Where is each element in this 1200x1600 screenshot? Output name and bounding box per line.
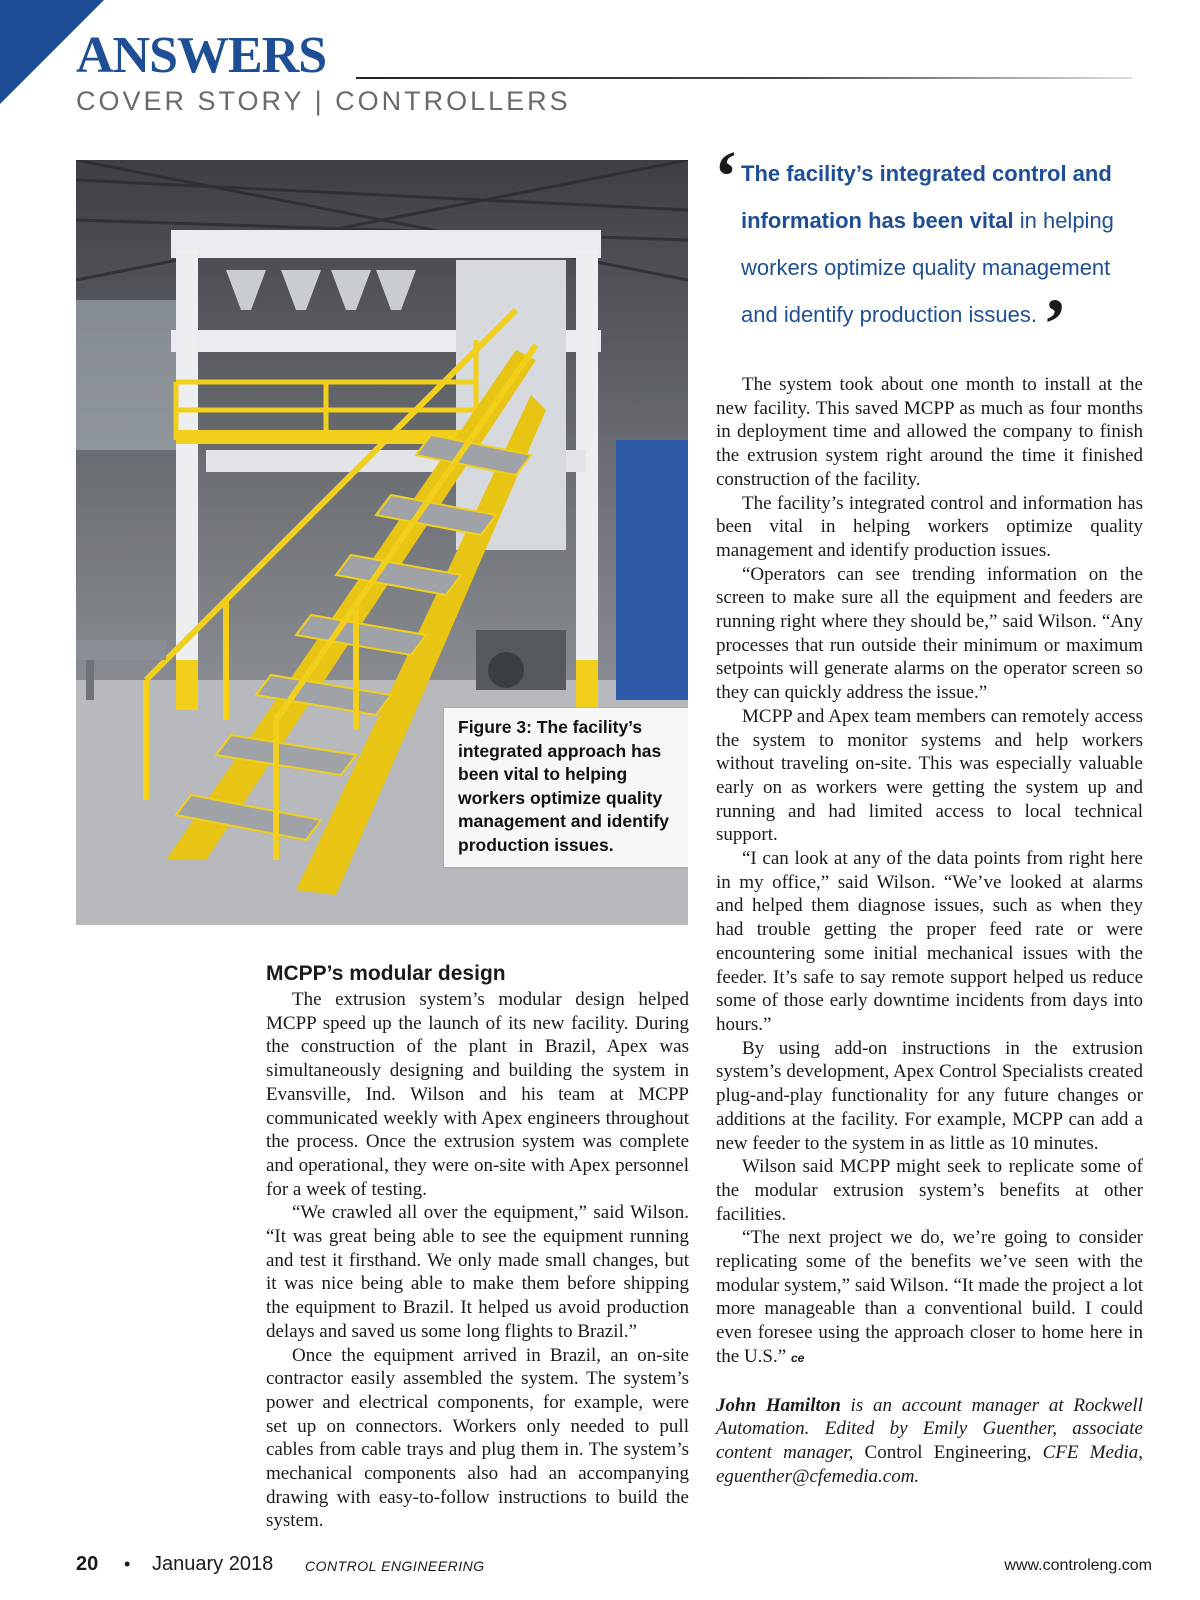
body-paragraph: The system took about one month to install at the new facility. This saved MCPP as much as four months in deployment time and allowed the company to finish the extrusion system right around the time it finished construction of the facility.	[716, 374, 1143, 490]
section-brand: ANSWERS	[76, 27, 327, 84]
body-paragraph: The extrusion system’s modular design helped MCPP speed up the launch of its new facility. During the construction of the plant in Brazil, Apex was simultaneously designing and building the system in Evansville, Ind. Wilson and his team at MCPP communicated weekly with Apex engineers throughout the process. Once the extrusion system was complete and operational, they were on-site with Apex personnel for a week of testing.	[266, 989, 689, 1200]
pull-quote: ‘ The facility’s integrated control and information has been vital in helping workers optimize quality management and identify production issues.’	[714, 136, 1114, 364]
body-paragraph: MCPP and Apex team members can remotely access the system to monitor systems and help workers without traveling on-site. This was especially valuable early on as workers were getting the system up and running and had limited access to local technical support.	[716, 705, 1143, 846]
body-paragraph-last	[716, 1226, 1143, 1370]
author-bio	[716, 1394, 1143, 1489]
bio-text-1: is an account manager at Rockwell Automation. Edited by Emily Guenther, associate content manager,	[716, 1394, 1143, 1463]
right-column	[716, 373, 1143, 1488]
page-number: 20	[76, 1553, 99, 1575]
section-label: COVER STORY | CONTROLLERS	[76, 86, 571, 116]
footer-bullet: •	[124, 1554, 131, 1574]
body-paragraph: By using add-on instructions in the extrusion system’s development, Apex Control Specialists created plug-and-play functionality for any future changes or additions at the facility. For example, MCPP can add a new feeder to the system in as little as 10 minutes.	[716, 1037, 1143, 1154]
section-heading: MCPP’s modular design	[266, 962, 506, 985]
end-mark: ce	[790, 1350, 805, 1365]
website-url[interactable]: www.controleng.com	[1004, 1557, 1152, 1574]
body-paragraph: “I can look at any of the data points from right here in my office,” said Wilson. “We’ve looked at alarms and helped them diagnose issues, such as when they had trouble getting the proper feed rate or were encountering some initial mechanical issues with the feeder. It’s safe to say remote support helped us reduce some of those early downtime incidents from days into hours.”	[716, 848, 1143, 1035]
figure-photo	[76, 160, 688, 925]
body-paragraph: “We crawled all over the equipment,” said Wilson. “It was great being able to see the equipment running and test it firsthand. We only made small changes, but it was nice being able to make them before shipping the equipment to Brazil. It helped us avoid production delays and saved us some long flights to Brazil.”	[266, 1202, 689, 1342]
body-paragraph: The facility’s integrated control and information has been vital in helping workers optimize quality management and identify production issues.	[716, 492, 1143, 561]
header-rule	[356, 77, 1132, 79]
author-name: John Hamilton	[716, 1394, 841, 1416]
closing-paragraph-text: “The next project we do, we’re going to consider replicating some of the benefits we’ve seen with the modular system,” said Wilson. “It made the project a lot more manageable than a conventional build. I could even foresee using the approach closer to home here in the U.S.”	[716, 1227, 1143, 1367]
issue-date: January 2018	[152, 1553, 274, 1575]
open-quote-mark: ‘	[714, 136, 738, 216]
body-paragraph: “Operators can see trending information on the screen to make sure all the equipment and feeders are running right where they should be,” said Wilson. “Any processes that run outside their minimum or maximum setpoints will generate alarms on the operator screen so they can quickly address the issue.”	[716, 563, 1143, 704]
bio-text-2: , CFE Media, eguenther@cfemedia.com.	[716, 1441, 1143, 1487]
figure-caption: Figure 3: The facility’s integrated approach has been vital to helping workers optimize quality management and identify production issues.	[444, 708, 688, 867]
pull-quote-text: in helping workers optimize quality management and identify production issues.	[741, 208, 1114, 327]
body-paragraph: Once the equipment arrived in Brazil, an on-site contractor easily assembled the system. The system’s power and electrical components, for example, were set up on connectors. Workers only needed to pull cables from cable trays and plug them in. The system’s mechanical components also had an accompanying drawing with easy-to-follow instructions to build the system.	[266, 1344, 689, 1532]
pull-quote-bold: The facility’s integrated control and information has been vital	[741, 161, 1112, 233]
body-paragraph: Wilson said MCPP might seek to replicate some of the modular extrusion system’s benefits at other facilities.	[716, 1156, 1143, 1225]
magazine-name: CONTROL ENGINEERING	[305, 1558, 485, 1574]
bio-publication: Control Engineering	[864, 1441, 1027, 1463]
left-column	[266, 960, 689, 1533]
